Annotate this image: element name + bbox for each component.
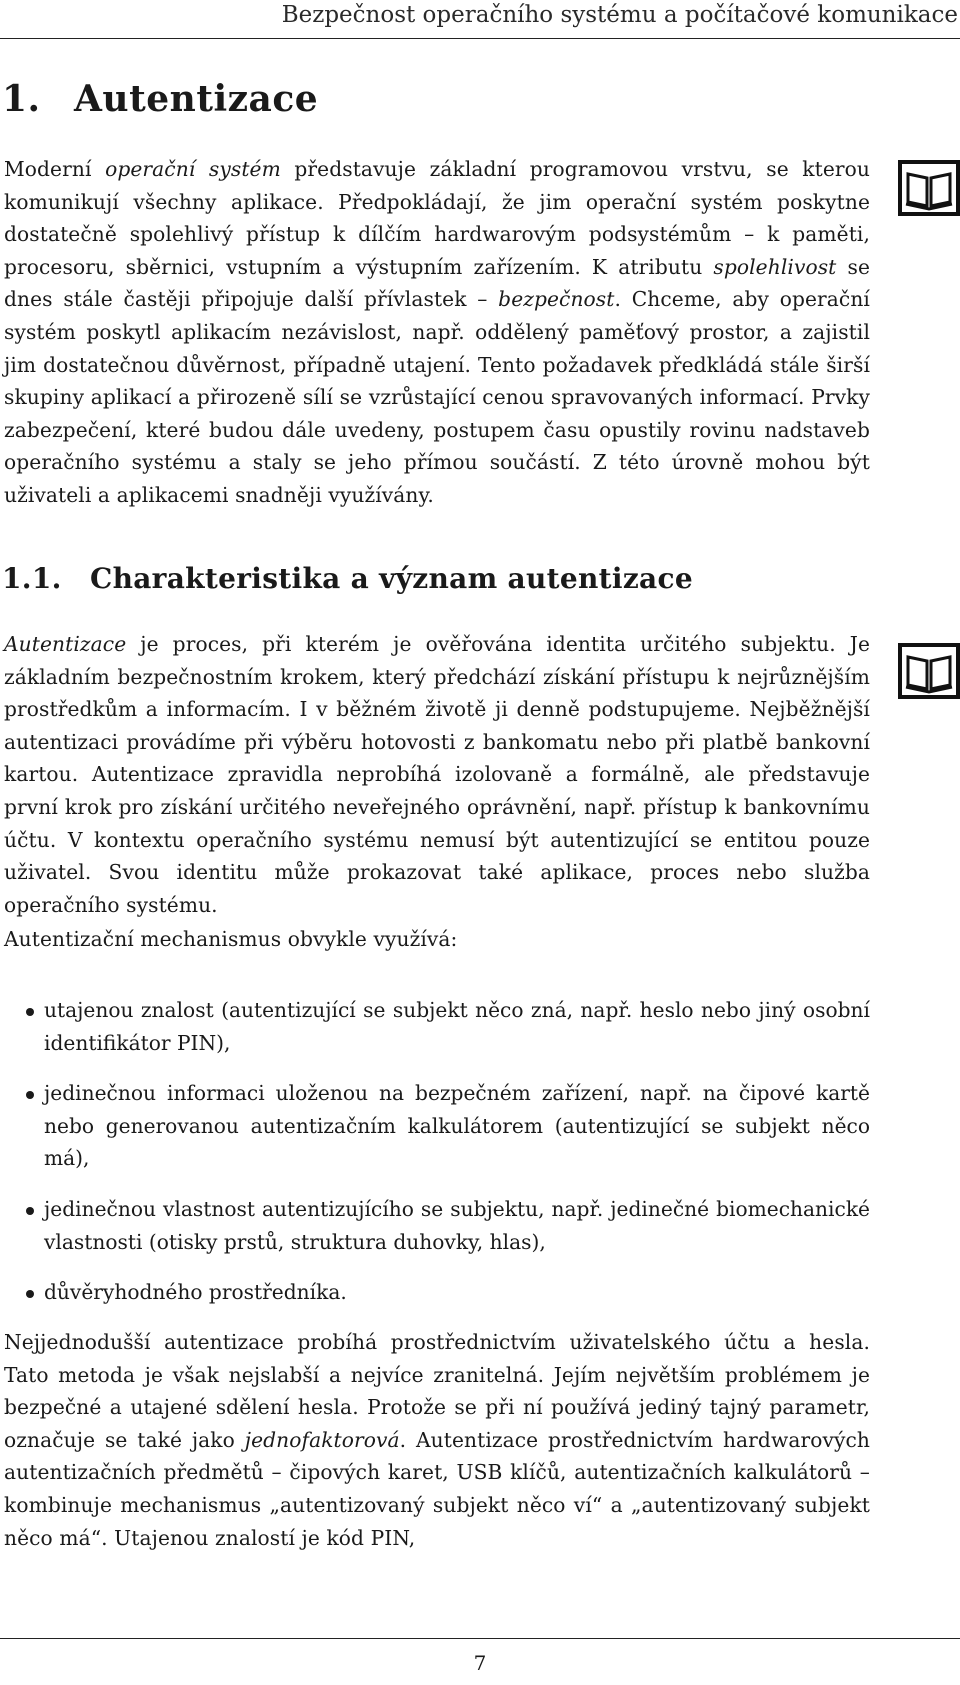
bullet-icon [26, 1207, 34, 1215]
paragraph-text: . Autentizace prostřednictvím hardwarových autentizačních předmětů – čipových karet, USB klíčů, autentizačních kalkulátorů – kombinuje mechanismus „autentizovaný subjekt něco ví“ a „autentizovaný subjekt něco má“. Utajenou znalostí je kód PIN, [4, 1427, 870, 1550]
footer-rule [0, 1638, 960, 1639]
term-operacni-system: operační systém [105, 157, 281, 181]
list-item [4, 1077, 870, 1175]
page-number: 7 [473, 1651, 487, 1675]
single-factor-paragraph [4, 1326, 870, 1554]
list-item-text: jedinečnou informaci uloženou na bezpečném zařízení, např. na čipové kartě nebo generovanou autentizačním kalkulátorem (autentizující se subjekt něco má), [44, 1081, 870, 1171]
paragraph-text: Nejjednodušší autentizace probíhá prostřednictvím uživatelského účtu a hesla. Tato metoda je však nejslabší a nejvíce zranitelná. Jejím největším problémem je bezpečné a utajené sdělení hesla. Protože se při ní používá jediný tajný parametr, označuje se také jako [4, 1330, 870, 1452]
chapter-heading [2, 78, 318, 120]
section-heading [2, 562, 693, 595]
definition-paragraph [4, 628, 870, 921]
list-item-text: utajenou znalost (autentizující se subjekt něco zná, např. heslo nebo jiný osobní identifikátor PIN), [44, 998, 870, 1055]
section-number: 1.1. [2, 562, 62, 595]
intro-text: Moderní [4, 157, 106, 181]
header-rule [0, 38, 960, 39]
chapter-title: Autentizace [74, 78, 319, 120]
bullet-icon [26, 1290, 34, 1298]
list-item-text: jedinečnou vlastnost autentizujícího se subjektu, např. jedinečné biomechanické vlastnosti (otisky prstů, struktura duhovky, hlas), [44, 1196, 870, 1254]
mechanism-list [4, 994, 870, 1327]
list-item [4, 994, 870, 1059]
book-icon [898, 160, 960, 216]
term-jednofaktorova: jednofaktorová [244, 1427, 400, 1452]
book-icon [898, 643, 960, 699]
running-header: Bezpečnost operačního systému a počítačové komunikace [281, 2, 958, 28]
list-item [4, 1276, 870, 1309]
list-intro: Autentizační mechanismus obvykle využívá: [4, 927, 458, 951]
intro-text: se dnes stále častěji připojuje další přívlastek – [4, 254, 870, 312]
term-spolehlivost: spolehlivost [713, 254, 837, 279]
intro-text: . Chceme, aby operační systém poskytl aplikacím nezávislost, např. oddělený paměťový prostor, a zajistil jim dostatečnou důvěrnost, případně utajení. Tento požadavek předkládá stále širší skupiny aplikací a přirozeně sílí se vzrůstající cenou spravovaných informací. Prvky zabezpečení, které budou dále uvedeny, postupem času opustily rovinu nadstaveb operačního systému a staly se jeho přímou součástí. Z této úrovně mohou být uživateli a aplikacemi snadněji využívány. [4, 287, 870, 507]
bullet-icon [26, 1091, 34, 1099]
intro-paragraph [4, 153, 870, 512]
term-bezpecnost: bezpečnost [498, 287, 615, 312]
intro-text: představuje základní programovou vrstvu, se kterou komunikují všechny aplikace. Předpokládají, že jim operační systém poskytne dostatečně spolehlivý přístup k dílčím hardwarovým podsystémům – k paměti, procesoru, sběrnici, vstupním a výstupním zařízením. K atributu [4, 157, 871, 279]
chapter-number: 1. [2, 78, 41, 120]
section-title: Charakteristika a význam autentizace [90, 562, 693, 595]
list-item [4, 1193, 870, 1258]
bullet-icon [26, 1008, 34, 1016]
term-autentizace: Autentizace [4, 632, 127, 656]
list-item-text: důvěryhodného prostředníka. [44, 1280, 347, 1305]
definition-text: je proces, při kterém je ověřována identita určitého subjektu. Je základním bezpečnostním krokem, který předchází získání přístupu k nejrůznějším prostředkům a informacím. I v běžném životě ji denně podstupujeme. Nejběžnější autentizaci provádíme při výběru hotovosti z bankomatu nebo při platbě bankovní kartou. Autentizace zpravidla neprobíhá izolovaně a formálně, ale představuje první krok pro získání určitého neveřejného oprávnění, např. přístup k bankovnímu účtu. V kontextu operačního systému nemusí být autentizující se entitou pouze uživatel. Svou identitu může prokazovat také aplikace, proces nebo služba operačního systému. [4, 632, 870, 917]
